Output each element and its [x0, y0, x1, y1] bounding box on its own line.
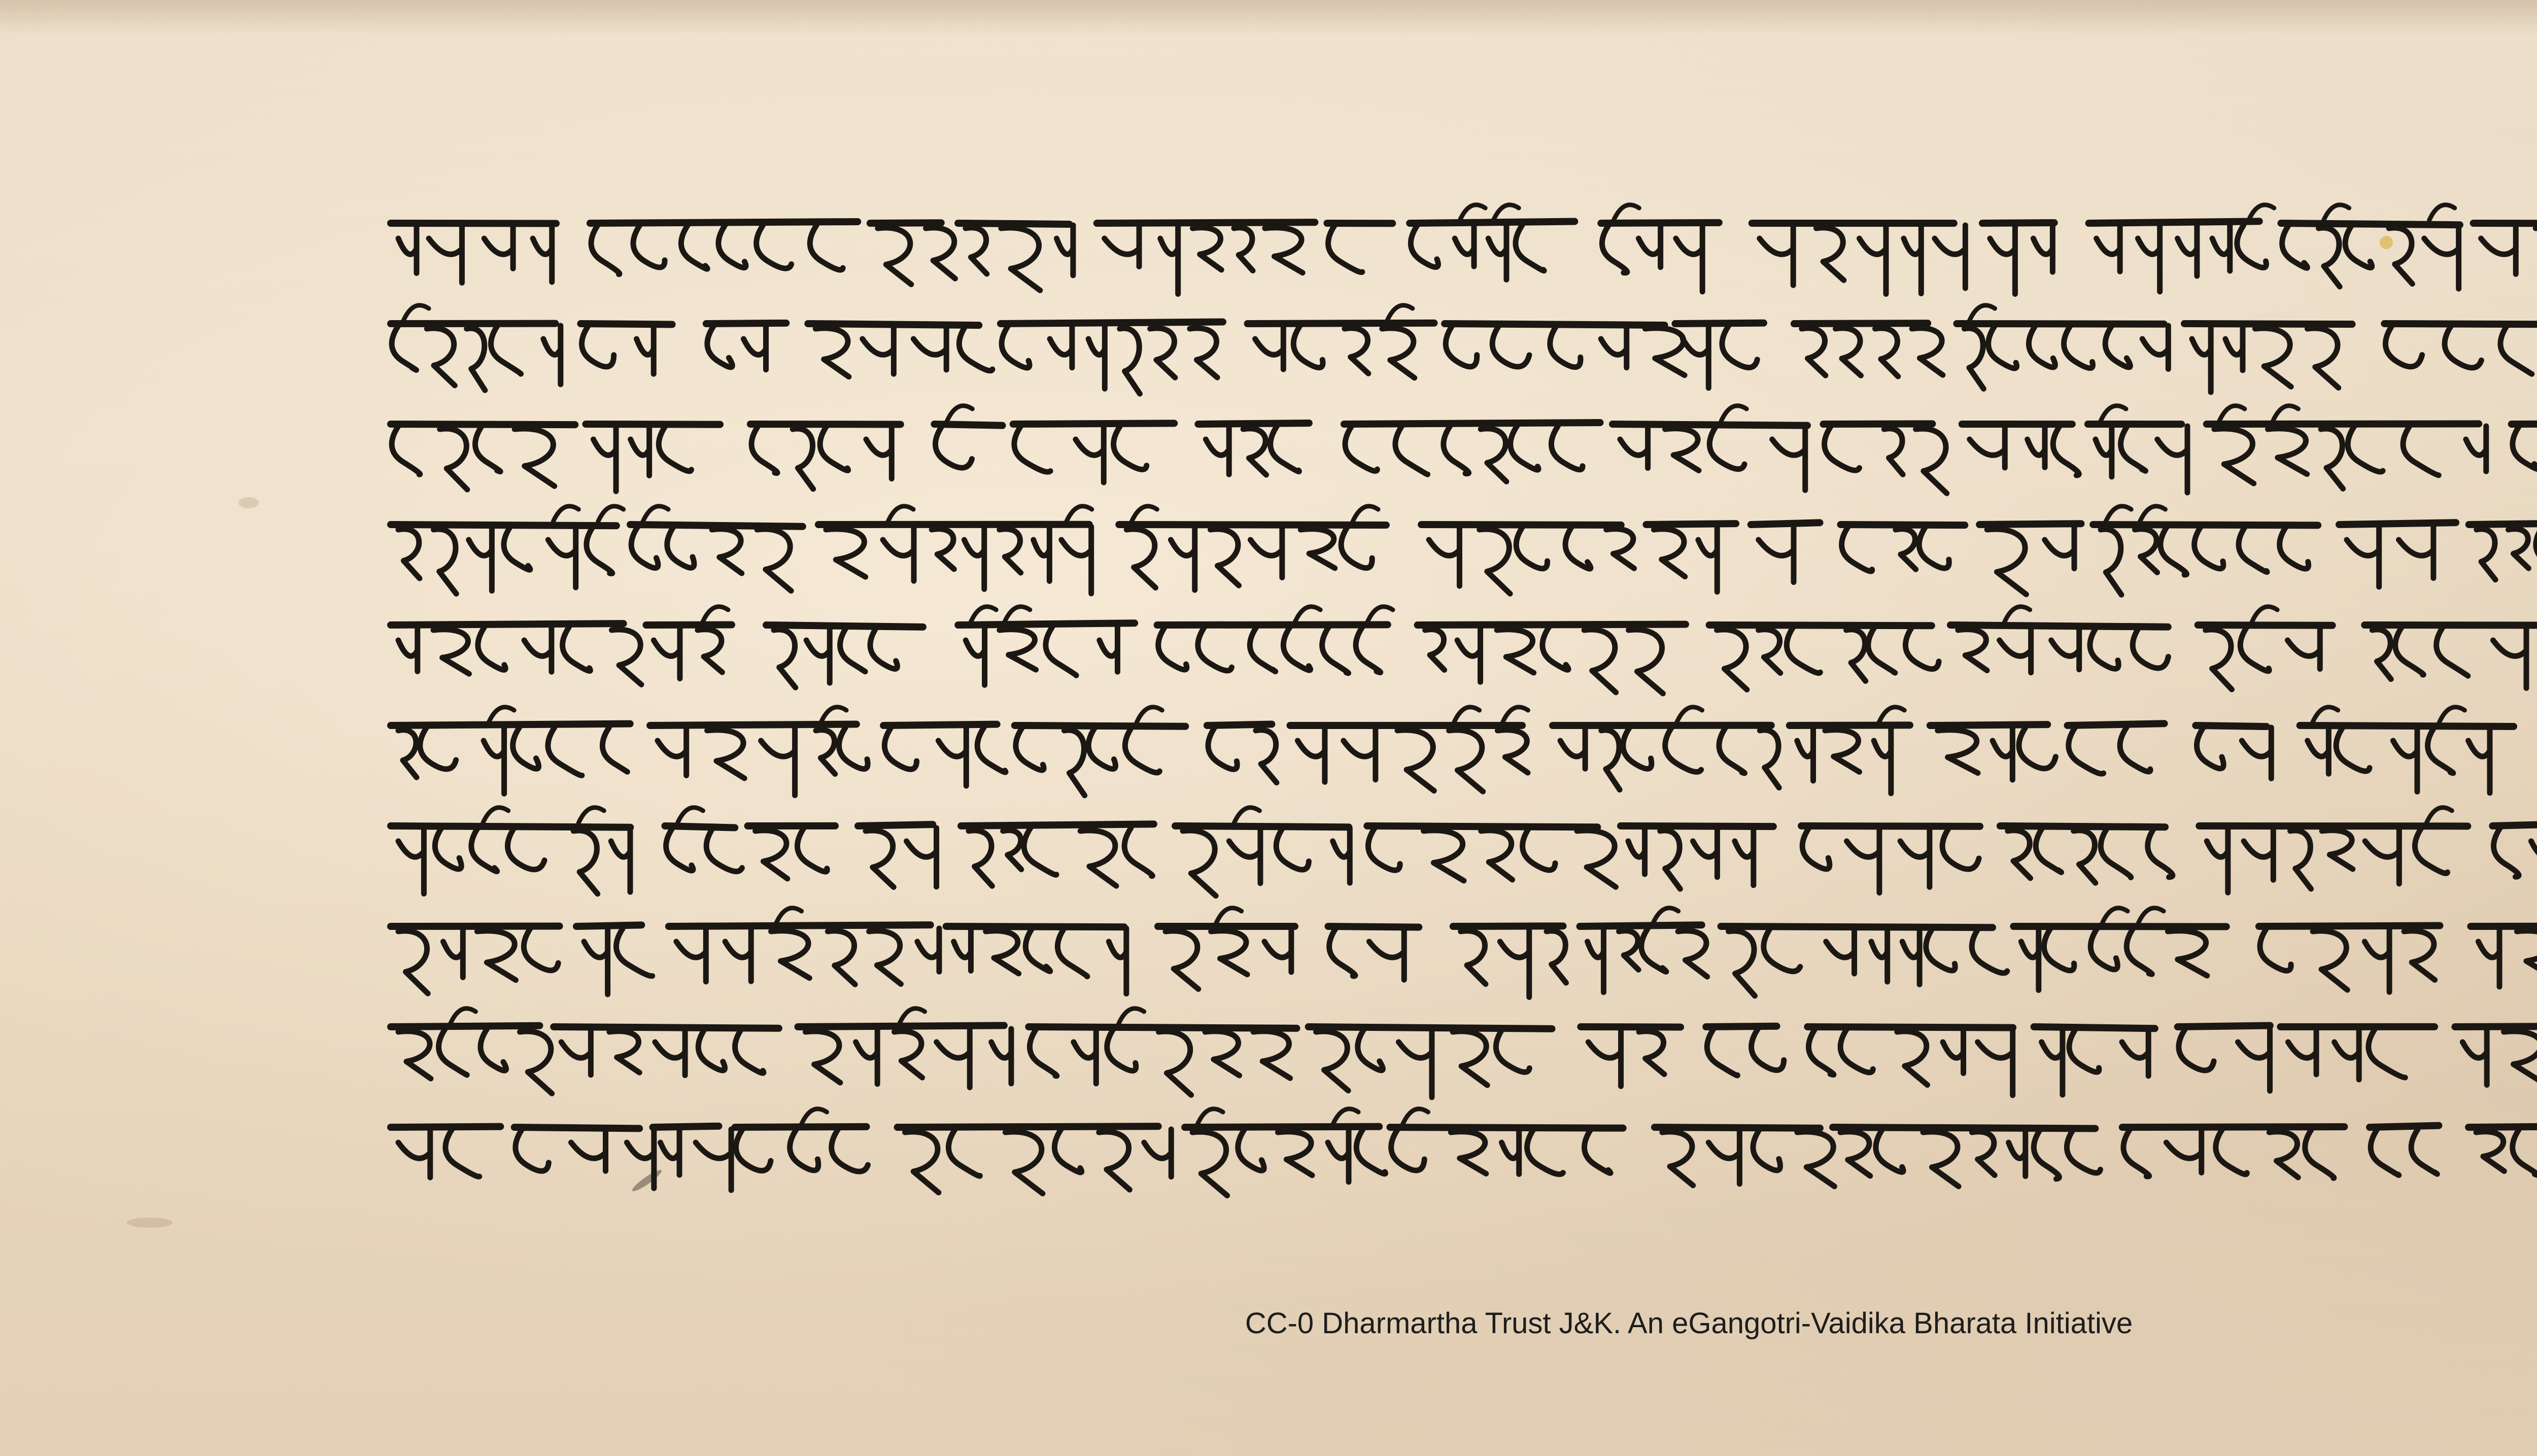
page-top-edge [0, 0, 2537, 36]
manuscript-line [391, 1109, 2537, 1198]
manuscript-line [391, 707, 2537, 795]
credit-line: CC-0 Dharmartha Trust J&K. An eGangotri-Vaidika Bharata Initiative [1245, 1307, 2133, 1340]
manuscript-line [391, 607, 2537, 696]
handwritten-text-block [386, 198, 2537, 1202]
manuscript-line [391, 908, 2537, 997]
ink-smudge [238, 497, 259, 508]
manuscript-line [391, 808, 2537, 896]
paper-stain [127, 1218, 173, 1228]
manuscript-line [391, 205, 2537, 294]
manuscript-line [391, 506, 2537, 595]
manuscript-line [391, 1009, 2537, 1097]
manuscript-line [391, 305, 2537, 394]
manuscript-line [391, 406, 2537, 495]
